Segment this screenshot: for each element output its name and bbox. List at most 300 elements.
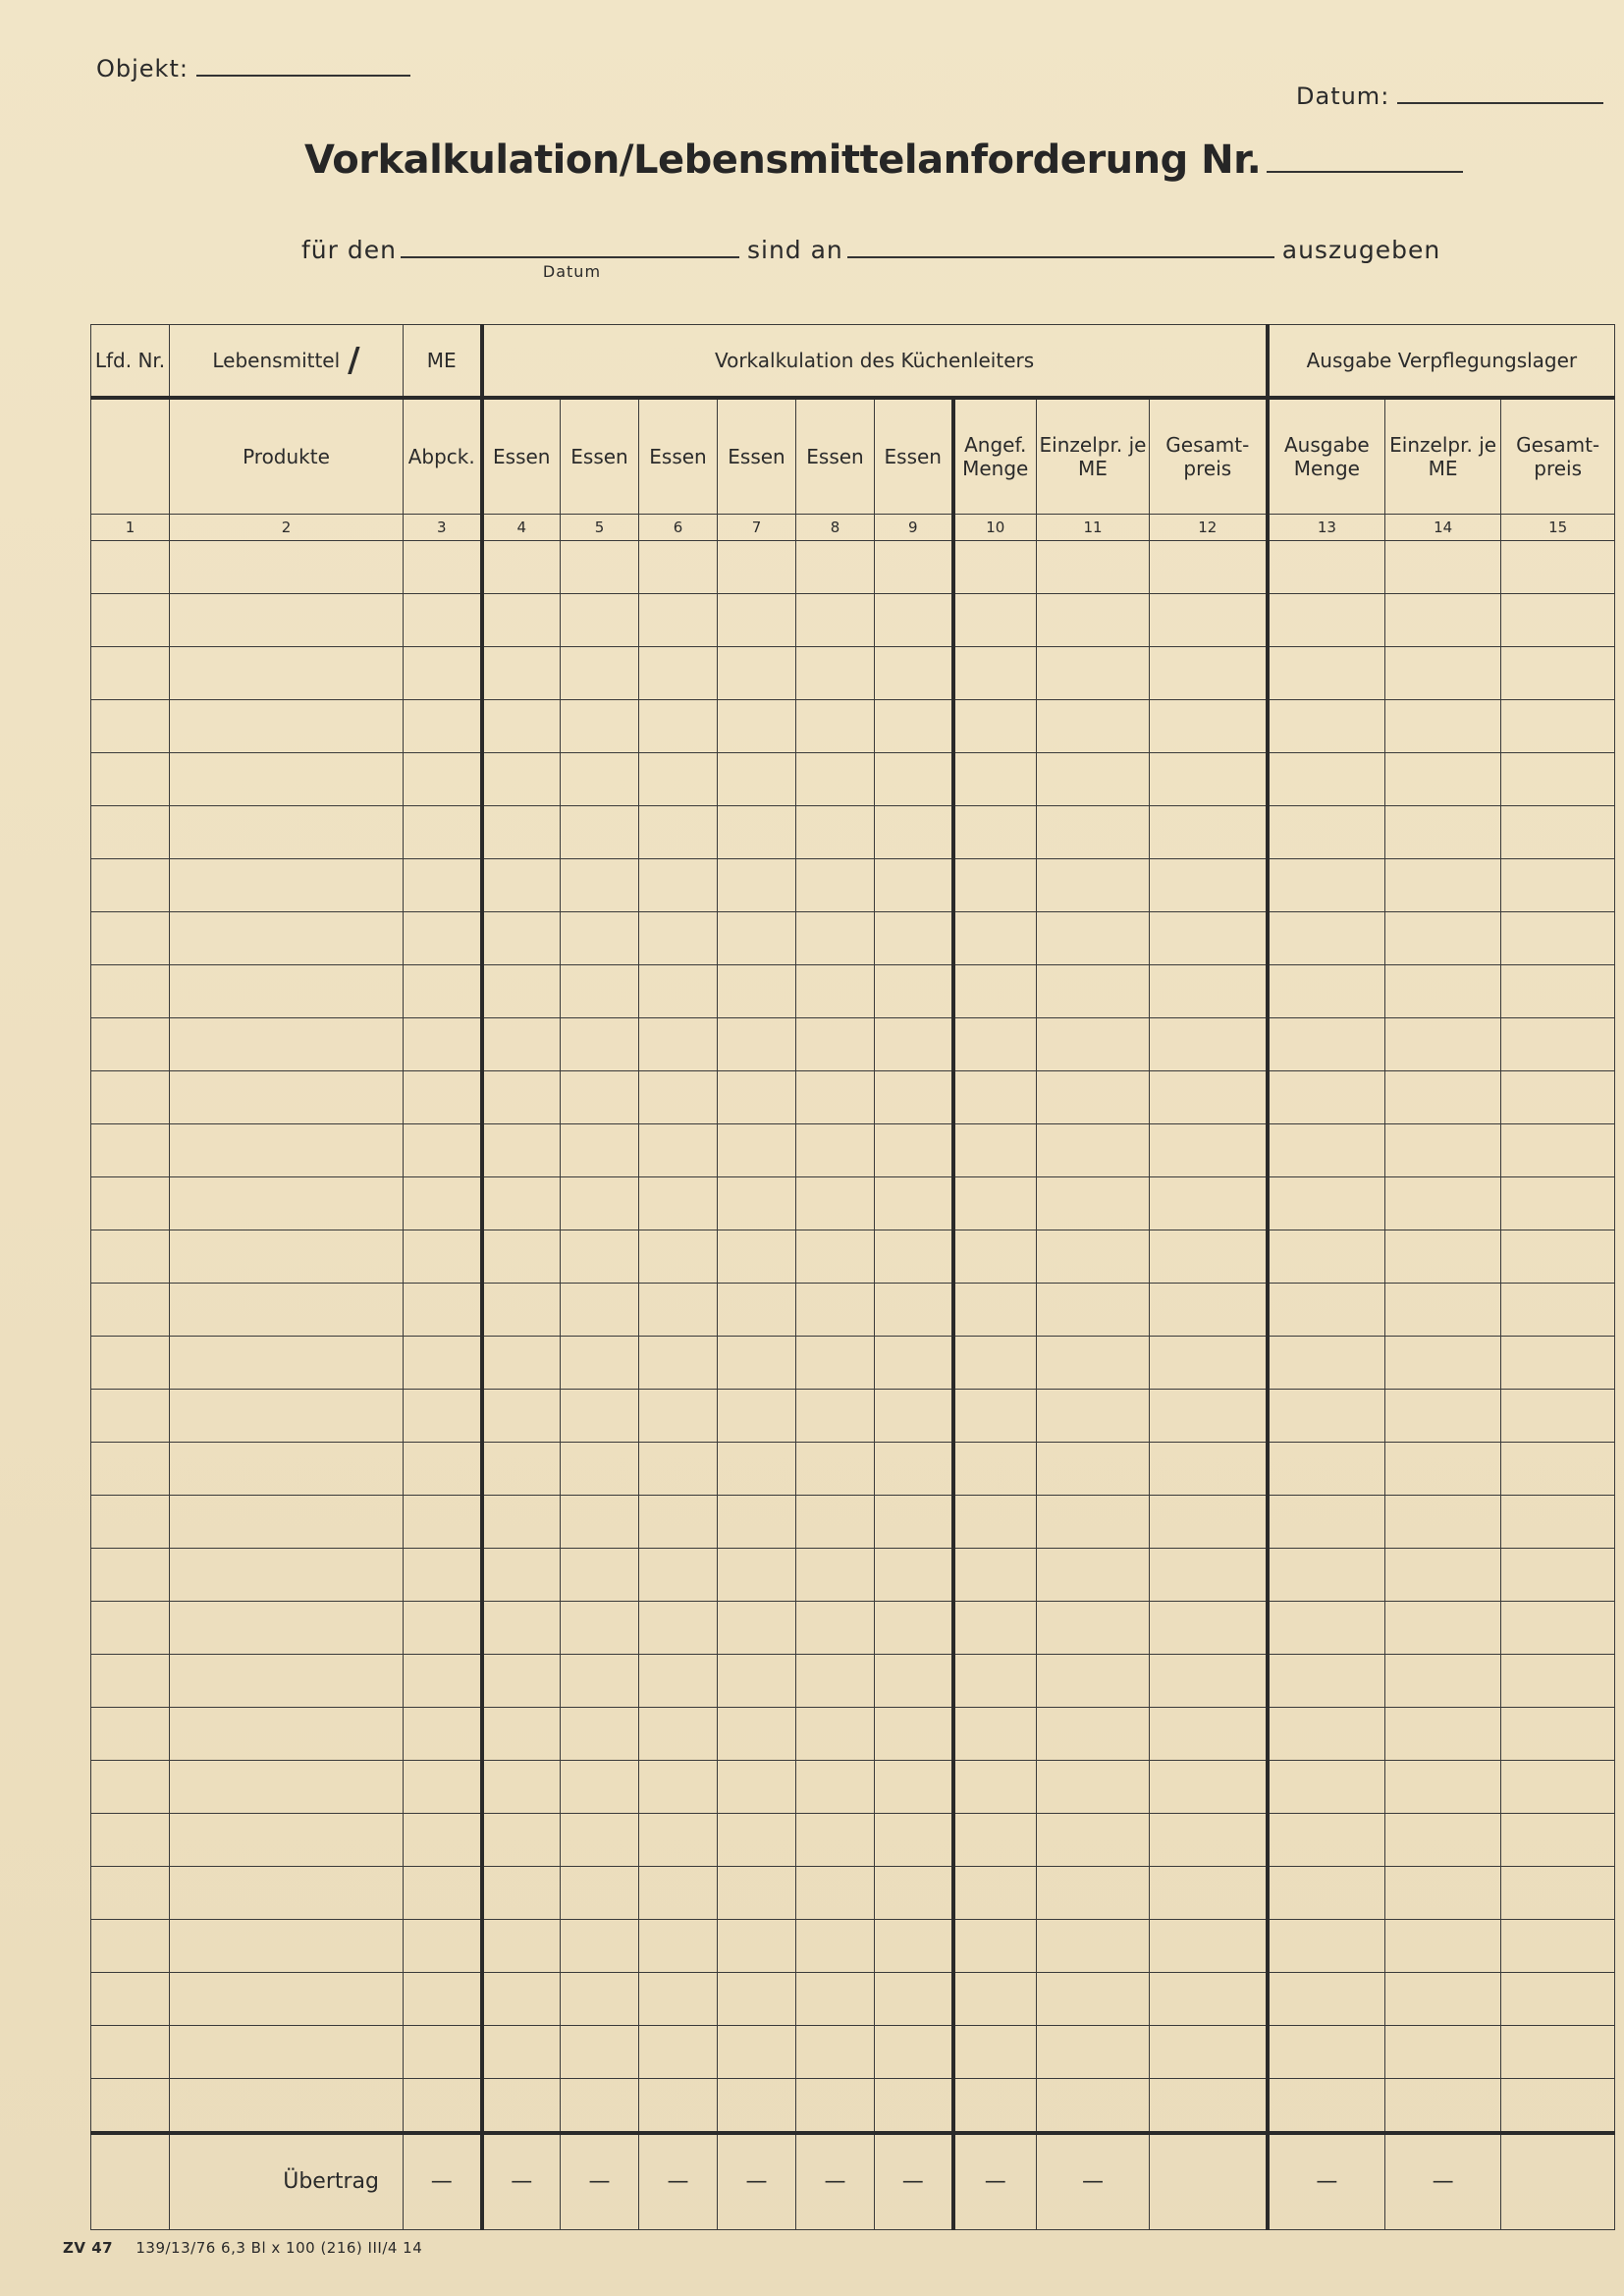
entry-cell[interactable] (718, 1761, 796, 1814)
entry-cell[interactable] (1501, 1390, 1615, 1443)
entry-cell[interactable] (718, 1867, 796, 1920)
entry-cell[interactable] (1150, 541, 1268, 594)
entry-cell[interactable] (91, 1602, 170, 1655)
entry-cell[interactable] (404, 912, 482, 965)
entry-cell[interactable] (639, 594, 718, 647)
entry-cell[interactable] (953, 594, 1037, 647)
entry-cell[interactable] (1150, 1337, 1268, 1390)
entry-cell[interactable] (170, 912, 404, 965)
entry-cell[interactable] (1150, 1602, 1268, 1655)
entry-cell[interactable] (953, 1655, 1037, 1708)
entry-cell[interactable] (1037, 1920, 1150, 1973)
entry-cell[interactable] (1037, 912, 1150, 965)
entry-cell[interactable] (1150, 1973, 1268, 2026)
entry-cell[interactable] (796, 1284, 875, 1337)
entry-cell[interactable] (875, 1973, 953, 2026)
entry-cell[interactable] (404, 1443, 482, 1496)
entry-cell[interactable] (482, 1071, 561, 1124)
entry-cell[interactable] (1150, 1920, 1268, 1973)
entry-cell[interactable] (1150, 1124, 1268, 1177)
entry-cell[interactable] (953, 1230, 1037, 1284)
entry-cell[interactable] (1385, 1973, 1501, 2026)
entry-cell[interactable] (1150, 912, 1268, 965)
entry-cell[interactable] (1037, 1655, 1150, 1708)
entry-cell[interactable] (639, 1549, 718, 1602)
entry-cell[interactable] (875, 1761, 953, 1814)
entry-cell[interactable] (170, 2079, 404, 2134)
entry-cell[interactable] (1501, 594, 1615, 647)
entry-cell[interactable] (91, 1443, 170, 1496)
entry-cell[interactable] (639, 1124, 718, 1177)
entry-cell[interactable] (875, 806, 953, 859)
entry-cell[interactable] (482, 1973, 561, 2026)
entry-cell[interactable] (561, 1708, 639, 1761)
entry-cell[interactable] (875, 1867, 953, 1920)
entry-cell[interactable] (796, 1655, 875, 1708)
entry-cell[interactable] (1037, 1973, 1150, 2026)
entry-cell[interactable] (91, 965, 170, 1018)
uebertrag-cell-15[interactable] (1501, 2133, 1615, 2230)
entry-cell[interactable] (718, 965, 796, 1018)
entry-cell[interactable] (91, 1390, 170, 1443)
entry-cell[interactable] (1268, 647, 1385, 700)
entry-cell[interactable] (170, 1814, 404, 1867)
entry-cell[interactable] (91, 2026, 170, 2079)
entry-cell[interactable] (482, 1655, 561, 1708)
entry-cell[interactable] (639, 1230, 718, 1284)
entry-cell[interactable] (718, 1230, 796, 1284)
entry-cell[interactable] (1150, 806, 1268, 859)
entry-cell[interactable] (718, 1390, 796, 1443)
entry-cell[interactable] (561, 965, 639, 1018)
entry-cell[interactable] (404, 1071, 482, 1124)
entry-cell[interactable] (1150, 647, 1268, 700)
entry-cell[interactable] (1268, 2026, 1385, 2079)
entry-cell[interactable] (1385, 965, 1501, 1018)
entry-cell[interactable] (561, 1602, 639, 1655)
entry-cell[interactable] (1501, 1867, 1615, 1920)
entry-cell[interactable] (1501, 859, 1615, 912)
objekt-input-line[interactable] (196, 75, 410, 77)
entry-cell[interactable] (170, 1018, 404, 1071)
entry-cell[interactable] (639, 2079, 718, 2134)
entry-cell[interactable] (1268, 1071, 1385, 1124)
entry-cell[interactable] (1385, 1496, 1501, 1549)
entry-cell[interactable] (1150, 1549, 1268, 1602)
entry-cell[interactable] (170, 1177, 404, 1230)
entry-cell[interactable] (170, 700, 404, 753)
entry-cell[interactable] (639, 700, 718, 753)
entry-cell[interactable] (796, 1496, 875, 1549)
entry-cell[interactable] (639, 1496, 718, 1549)
entry-cell[interactable] (404, 1920, 482, 1973)
entry-cell[interactable] (875, 1496, 953, 1549)
entry-cell[interactable] (1037, 1708, 1150, 1761)
entry-cell[interactable] (404, 647, 482, 700)
entry-cell[interactable] (482, 1814, 561, 1867)
entry-cell[interactable] (561, 1920, 639, 1973)
entry-cell[interactable] (1501, 1284, 1615, 1337)
entry-cell[interactable] (718, 594, 796, 647)
entry-cell[interactable] (404, 541, 482, 594)
entry-cell[interactable] (639, 647, 718, 700)
entry-cell[interactable] (796, 2026, 875, 2079)
entry-cell[interactable] (561, 859, 639, 912)
entry-cell[interactable] (718, 1549, 796, 1602)
entry-cell[interactable] (1037, 1549, 1150, 1602)
entry-cell[interactable] (718, 1177, 796, 1230)
entry-cell[interactable] (170, 1549, 404, 1602)
entry-cell[interactable] (639, 1390, 718, 1443)
entry-cell[interactable] (639, 1973, 718, 2026)
entry-cell[interactable] (639, 2026, 718, 2079)
entry-cell[interactable] (91, 1920, 170, 1973)
entry-cell[interactable] (1150, 1177, 1268, 1230)
entry-cell[interactable] (1268, 1177, 1385, 1230)
entry-cell[interactable] (1037, 1814, 1150, 1867)
entry-cell[interactable] (718, 1708, 796, 1761)
entry-cell[interactable] (639, 1071, 718, 1124)
entry-cell[interactable] (875, 1602, 953, 1655)
entry-cell[interactable] (1385, 1124, 1501, 1177)
entry-cell[interactable] (482, 1549, 561, 1602)
entry-cell[interactable] (796, 1124, 875, 1177)
entry-cell[interactable] (1037, 1124, 1150, 1177)
entry-cell[interactable] (91, 859, 170, 912)
entry-cell[interactable] (953, 700, 1037, 753)
entry-cell[interactable] (1037, 1018, 1150, 1071)
entry-cell[interactable] (639, 1337, 718, 1390)
entry-cell[interactable] (796, 1920, 875, 1973)
entry-cell[interactable] (170, 859, 404, 912)
entry-cell[interactable] (170, 594, 404, 647)
entry-cell[interactable] (404, 859, 482, 912)
entry-cell[interactable] (1385, 1708, 1501, 1761)
entry-cell[interactable] (1150, 1284, 1268, 1337)
entry-cell[interactable] (718, 1920, 796, 1973)
entry-cell[interactable] (91, 647, 170, 700)
entry-cell[interactable] (953, 1920, 1037, 1973)
entry-cell[interactable] (1150, 1496, 1268, 1549)
entry-cell[interactable] (561, 806, 639, 859)
entry-cell[interactable] (91, 1867, 170, 1920)
entry-cell[interactable] (1268, 912, 1385, 965)
entry-cell[interactable] (953, 1071, 1037, 1124)
entry-cell[interactable] (482, 912, 561, 965)
entry-cell[interactable] (1037, 700, 1150, 753)
entry-cell[interactable] (404, 1230, 482, 1284)
entry-cell[interactable] (1268, 1867, 1385, 1920)
entry-cell[interactable] (170, 753, 404, 806)
entry-cell[interactable] (404, 1549, 482, 1602)
entry-cell[interactable] (718, 1337, 796, 1390)
entry-cell[interactable] (404, 1602, 482, 1655)
entry-cell[interactable] (561, 647, 639, 700)
entry-cell[interactable] (875, 594, 953, 647)
entry-cell[interactable] (1150, 859, 1268, 912)
entry-cell[interactable] (718, 1284, 796, 1337)
entry-cell[interactable] (1150, 1867, 1268, 1920)
entry-cell[interactable] (1268, 859, 1385, 912)
entry-cell[interactable] (718, 1124, 796, 1177)
fuer-den-date-line[interactable] (401, 256, 739, 258)
entry-cell[interactable] (482, 1920, 561, 1973)
entry-cell[interactable] (875, 2079, 953, 2134)
entry-cell[interactable] (1501, 1230, 1615, 1284)
entry-cell[interactable] (1385, 1602, 1501, 1655)
entry-cell[interactable] (796, 1973, 875, 2026)
entry-cell[interactable] (1385, 1814, 1501, 1867)
entry-cell[interactable] (91, 1655, 170, 1708)
entry-cell[interactable] (1385, 1071, 1501, 1124)
entry-cell[interactable] (796, 700, 875, 753)
entry-cell[interactable] (561, 1071, 639, 1124)
entry-cell[interactable] (1385, 594, 1501, 647)
entry-cell[interactable] (482, 647, 561, 700)
entry-cell[interactable] (1501, 1443, 1615, 1496)
entry-cell[interactable] (875, 1071, 953, 1124)
entry-cell[interactable] (170, 1602, 404, 1655)
entry-cell[interactable] (875, 1443, 953, 1496)
entry-cell[interactable] (1385, 1549, 1501, 1602)
entry-cell[interactable] (1150, 753, 1268, 806)
entry-cell[interactable] (482, 1496, 561, 1549)
entry-cell[interactable] (561, 1337, 639, 1390)
entry-cell[interactable] (1037, 806, 1150, 859)
entry-cell[interactable] (953, 541, 1037, 594)
entry-cell[interactable] (718, 1018, 796, 1071)
entry-cell[interactable] (561, 1018, 639, 1071)
entry-cell[interactable] (953, 1390, 1037, 1443)
entry-cell[interactable] (875, 2026, 953, 2079)
entry-cell[interactable] (482, 806, 561, 859)
entry-cell[interactable] (1037, 541, 1150, 594)
entry-cell[interactable] (953, 1443, 1037, 1496)
entry-cell[interactable] (1268, 1390, 1385, 1443)
entry-cell[interactable] (875, 700, 953, 753)
entry-cell[interactable] (1150, 594, 1268, 647)
entry-cell[interactable] (1501, 1655, 1615, 1708)
entry-cell[interactable] (1385, 1177, 1501, 1230)
entry-cell[interactable] (1268, 1337, 1385, 1390)
entry-cell[interactable] (718, 2026, 796, 2079)
entry-cell[interactable] (1385, 541, 1501, 594)
entry-cell[interactable] (718, 1655, 796, 1708)
entry-cell[interactable] (796, 647, 875, 700)
entry-cell[interactable] (404, 594, 482, 647)
entry-cell[interactable] (1150, 1018, 1268, 1071)
entry-cell[interactable] (1268, 700, 1385, 753)
entry-cell[interactable] (639, 806, 718, 859)
entry-cell[interactable] (718, 912, 796, 965)
entry-cell[interactable] (796, 1814, 875, 1867)
entry-cell[interactable] (953, 806, 1037, 859)
entry-cell[interactable] (718, 1071, 796, 1124)
entry-cell[interactable] (561, 912, 639, 965)
entry-cell[interactable] (91, 1177, 170, 1230)
entry-cell[interactable] (170, 806, 404, 859)
entry-cell[interactable] (1385, 912, 1501, 965)
entry-cell[interactable] (482, 1867, 561, 1920)
entry-cell[interactable] (718, 2079, 796, 2134)
entry-cell[interactable] (639, 1920, 718, 1973)
entry-cell[interactable] (482, 1761, 561, 1814)
entry-cell[interactable] (1501, 541, 1615, 594)
entry-cell[interactable] (170, 1284, 404, 1337)
entry-cell[interactable] (875, 965, 953, 1018)
entry-cell[interactable] (1150, 1390, 1268, 1443)
entry-cell[interactable] (91, 1124, 170, 1177)
entry-cell[interactable] (796, 541, 875, 594)
entry-cell[interactable] (561, 1124, 639, 1177)
entry-cell[interactable] (1150, 1230, 1268, 1284)
entry-cell[interactable] (953, 1761, 1037, 1814)
entry-cell[interactable] (170, 647, 404, 700)
entry-cell[interactable] (639, 1655, 718, 1708)
entry-cell[interactable] (1150, 2079, 1268, 2134)
entry-cell[interactable] (953, 753, 1037, 806)
entry-cell[interactable] (953, 1973, 1037, 2026)
entry-cell[interactable] (561, 1443, 639, 1496)
entry-cell[interactable] (953, 1337, 1037, 1390)
entry-cell[interactable] (482, 1018, 561, 1071)
entry-cell[interactable] (1037, 1761, 1150, 1814)
entry-cell[interactable] (953, 1018, 1037, 1071)
entry-cell[interactable] (1501, 965, 1615, 1018)
entry-cell[interactable] (1501, 1602, 1615, 1655)
entry-cell[interactable] (1150, 1655, 1268, 1708)
entry-cell[interactable] (482, 1124, 561, 1177)
entry-cell[interactable] (170, 1708, 404, 1761)
entry-cell[interactable] (718, 647, 796, 700)
entry-cell[interactable] (404, 806, 482, 859)
entry-cell[interactable] (1268, 1443, 1385, 1496)
entry-cell[interactable] (561, 1867, 639, 1920)
entry-cell[interactable] (875, 1390, 953, 1443)
entry-cell[interactable] (404, 700, 482, 753)
entry-cell[interactable] (170, 1230, 404, 1284)
entry-cell[interactable] (1385, 1337, 1501, 1390)
entry-cell[interactable] (91, 912, 170, 965)
entry-cell[interactable] (561, 1284, 639, 1337)
entry-cell[interactable] (1501, 1177, 1615, 1230)
entry-cell[interactable] (1501, 1018, 1615, 1071)
entry-cell[interactable] (875, 1549, 953, 1602)
entry-cell[interactable] (482, 753, 561, 806)
entry-cell[interactable] (91, 1708, 170, 1761)
entry-cell[interactable] (875, 1284, 953, 1337)
entry-cell[interactable] (1037, 1443, 1150, 1496)
entry-cell[interactable] (561, 753, 639, 806)
entry-cell[interactable] (1501, 1920, 1615, 1973)
entry-cell[interactable] (1268, 1708, 1385, 1761)
entry-cell[interactable] (561, 1230, 639, 1284)
entry-cell[interactable] (1501, 1124, 1615, 1177)
entry-cell[interactable] (639, 753, 718, 806)
entry-cell[interactable] (1385, 2026, 1501, 2079)
entry-cell[interactable] (1268, 1549, 1385, 1602)
entry-cell[interactable] (404, 1177, 482, 1230)
entry-cell[interactable] (91, 1496, 170, 1549)
entry-cell[interactable] (1037, 1390, 1150, 1443)
entry-cell[interactable] (1150, 965, 1268, 1018)
entry-cell[interactable] (796, 753, 875, 806)
entry-cell[interactable] (482, 1443, 561, 1496)
entry-cell[interactable] (1385, 1443, 1501, 1496)
entry-cell[interactable] (91, 1549, 170, 1602)
entry-cell[interactable] (639, 1018, 718, 1071)
entry-cell[interactable] (953, 1177, 1037, 1230)
entry-cell[interactable] (170, 1071, 404, 1124)
entry-cell[interactable] (561, 2079, 639, 2134)
entry-cell[interactable] (1150, 1814, 1268, 1867)
entry-cell[interactable] (1037, 2026, 1150, 2079)
entry-cell[interactable] (1268, 1920, 1385, 1973)
entry-cell[interactable] (1385, 1655, 1501, 1708)
entry-cell[interactable] (796, 2079, 875, 2134)
entry-cell[interactable] (561, 1761, 639, 1814)
entry-cell[interactable] (170, 541, 404, 594)
entry-cell[interactable] (875, 1655, 953, 1708)
entry-cell[interactable] (404, 1867, 482, 1920)
entry-cell[interactable] (875, 1920, 953, 1973)
entry-cell[interactable] (953, 1124, 1037, 1177)
entry-cell[interactable] (1037, 1496, 1150, 1549)
entry-cell[interactable] (91, 1284, 170, 1337)
entry-cell[interactable] (561, 1496, 639, 1549)
entry-cell[interactable] (953, 1708, 1037, 1761)
entry-cell[interactable] (404, 753, 482, 806)
entry-cell[interactable] (875, 1708, 953, 1761)
entry-cell[interactable] (875, 859, 953, 912)
entry-cell[interactable] (1268, 1284, 1385, 1337)
entry-cell[interactable] (1501, 1761, 1615, 1814)
entry-cell[interactable] (953, 1602, 1037, 1655)
entry-cell[interactable] (91, 1230, 170, 1284)
entry-cell[interactable] (91, 806, 170, 859)
entry-cell[interactable] (875, 541, 953, 594)
entry-cell[interactable] (796, 912, 875, 965)
entry-cell[interactable] (91, 594, 170, 647)
entry-cell[interactable] (796, 1177, 875, 1230)
entry-cell[interactable] (639, 1602, 718, 1655)
entry-cell[interactable] (1150, 1071, 1268, 1124)
entry-cell[interactable] (1268, 1973, 1385, 2026)
entry-cell[interactable] (1037, 1230, 1150, 1284)
entry-cell[interactable] (953, 1814, 1037, 1867)
entry-cell[interactable] (561, 2026, 639, 2079)
entry-cell[interactable] (170, 2026, 404, 2079)
entry-cell[interactable] (718, 541, 796, 594)
entry-cell[interactable] (170, 1655, 404, 1708)
entry-cell[interactable] (404, 1124, 482, 1177)
entry-cell[interactable] (796, 1071, 875, 1124)
entry-cell[interactable] (796, 594, 875, 647)
entry-cell[interactable] (718, 753, 796, 806)
entry-cell[interactable] (404, 1390, 482, 1443)
entry-cell[interactable] (875, 753, 953, 806)
entry-cell[interactable] (1385, 1284, 1501, 1337)
entry-cell[interactable] (404, 1337, 482, 1390)
entry-cell[interactable] (1037, 2079, 1150, 2134)
sind-an-line[interactable] (847, 256, 1274, 258)
entry-cell[interactable] (1501, 1708, 1615, 1761)
entry-cell[interactable] (482, 965, 561, 1018)
entry-cell[interactable] (639, 1708, 718, 1761)
entry-cell[interactable] (482, 1230, 561, 1284)
entry-cell[interactable] (1268, 594, 1385, 647)
entry-cell[interactable] (875, 647, 953, 700)
